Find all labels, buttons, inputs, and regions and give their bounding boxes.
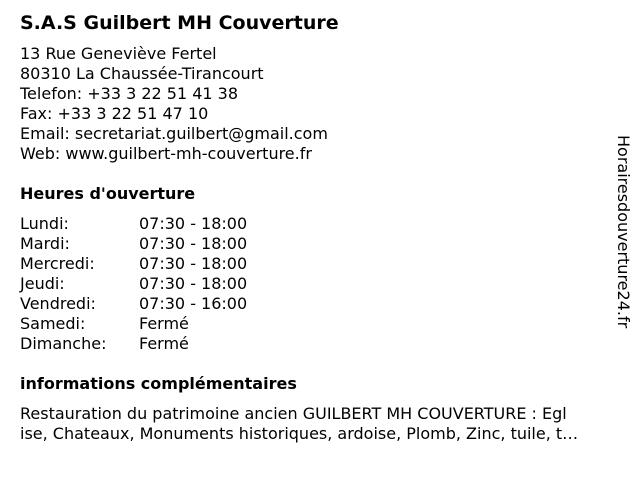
day-label: Mercredi: — [20, 254, 95, 273]
phone-number: Telefon: +33 3 22 51 41 38 — [20, 84, 239, 103]
time-value: 07:30 - 16:00 — [139, 294, 248, 313]
hours-row — [20, 314, 247, 334]
hours-row — [20, 254, 247, 274]
day-label: Lundi: — [20, 214, 69, 233]
time-value: 07:30 - 18:00 — [139, 254, 248, 273]
info-text-line: ise, Chateaux, Monuments historiques, ardoise, Plomb, Zinc, tuile, t… — [20, 424, 579, 443]
address-street: 13 Rue Geneviève Fertel — [20, 44, 217, 63]
hours-row — [20, 274, 247, 294]
website: Web: www.guilbert-mh-couverture.fr — [20, 144, 312, 163]
hours-row — [20, 294, 247, 314]
day-label: Dimanche: — [20, 334, 107, 353]
hours-row — [20, 214, 247, 234]
day-label: Mardi: — [20, 234, 70, 253]
address-city: 80310 La Chaussée-Tirancourt — [20, 64, 264, 83]
time-value: Fermé — [139, 334, 189, 353]
hours-row — [20, 334, 247, 354]
time-value: 07:30 - 18:00 — [139, 214, 248, 233]
email-address: Email: secretariat.guilbert@gmail.com — [20, 124, 328, 143]
contact-block — [20, 44, 328, 164]
info-text-line: Restauration du patrimoine ancien GUILBERT MH COUVERTURE : Egl — [20, 404, 567, 423]
day-label: Vendredi: — [20, 294, 96, 313]
company-name: S.A.S Guilbert MH Couverture — [20, 12, 339, 34]
additional-info-heading: informations complémentaires — [20, 374, 297, 393]
opening-hours-heading: Heures d'ouverture — [20, 184, 196, 203]
time-value: 07:30 - 18:00 — [139, 234, 248, 253]
day-label: Samedi: — [20, 314, 86, 333]
day-label: Jeudi: — [20, 274, 65, 293]
additional-info-text — [20, 404, 632, 444]
time-value: Fermé — [139, 314, 189, 333]
hours-row — [20, 234, 247, 254]
fax-number: Fax: +33 3 22 51 47 10 — [20, 104, 209, 123]
opening-hours-table — [20, 214, 247, 354]
time-value: 07:30 - 18:00 — [139, 274, 248, 293]
site-watermark: Horairesdouverture24.fr — [614, 135, 633, 329]
